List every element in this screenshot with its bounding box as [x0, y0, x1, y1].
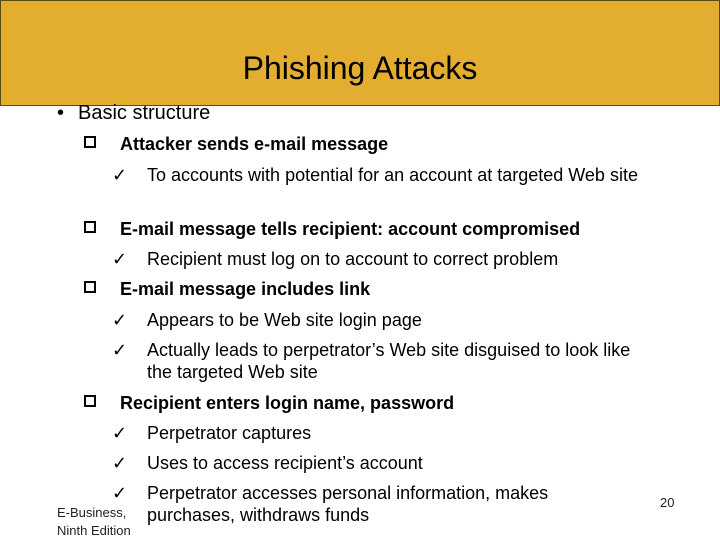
- list-item-text: Attacker sends e-mail message: [120, 134, 389, 154]
- check-icon: ✓: [112, 340, 128, 360]
- check-icon: ✓: [112, 483, 128, 503]
- check-icon: ✓: [112, 423, 128, 443]
- check-icon: ✓: [112, 453, 128, 473]
- title-banner: [0, 0, 720, 106]
- check-icon: ✓: [112, 249, 128, 269]
- slide-title: Phishing Attacks: [242, 50, 478, 86]
- square-bullet-icon: [84, 221, 96, 233]
- bullet-label: Basic structure: [78, 102, 211, 124]
- check-icon: ✓: [112, 165, 128, 185]
- sub-item-text: Perpetrator accesses personal information, makes purchases, withdraws funds: [147, 483, 549, 525]
- bullet-basic-structure: [57, 99, 210, 127]
- square-bullet-icon: [84, 281, 96, 293]
- sub-item-text: To accounts with potential for an account at targeted Web site: [147, 165, 638, 185]
- list-item-text: E-mail message includes link: [120, 279, 371, 299]
- sub-item-text: Actually leads to perpetrator’s Web site disguised to look like the targeted Web site: [147, 340, 631, 382]
- list-item-text: Recipient enters login name, password: [120, 393, 455, 413]
- square-bullet-icon: [84, 395, 96, 407]
- square-bullet-icon: [84, 136, 96, 148]
- check-icon: ✓: [112, 310, 128, 330]
- bullet-dot-icon: •: [57, 102, 65, 124]
- sub-item-text: Appears to be Web site login page: [147, 310, 422, 330]
- sub-item-text: Perpetrator captures: [147, 423, 312, 443]
- page-number: 20: [660, 495, 675, 510]
- footer-book-title: E-Business, Ninth Edition: [57, 505, 131, 538]
- list-item-text: E-mail message tells recipient: account compromised: [120, 219, 581, 239]
- sub-item-text: Recipient must log on to account to correct problem: [147, 249, 559, 269]
- sub-item-text: Uses to access recipient’s account: [147, 453, 423, 473]
